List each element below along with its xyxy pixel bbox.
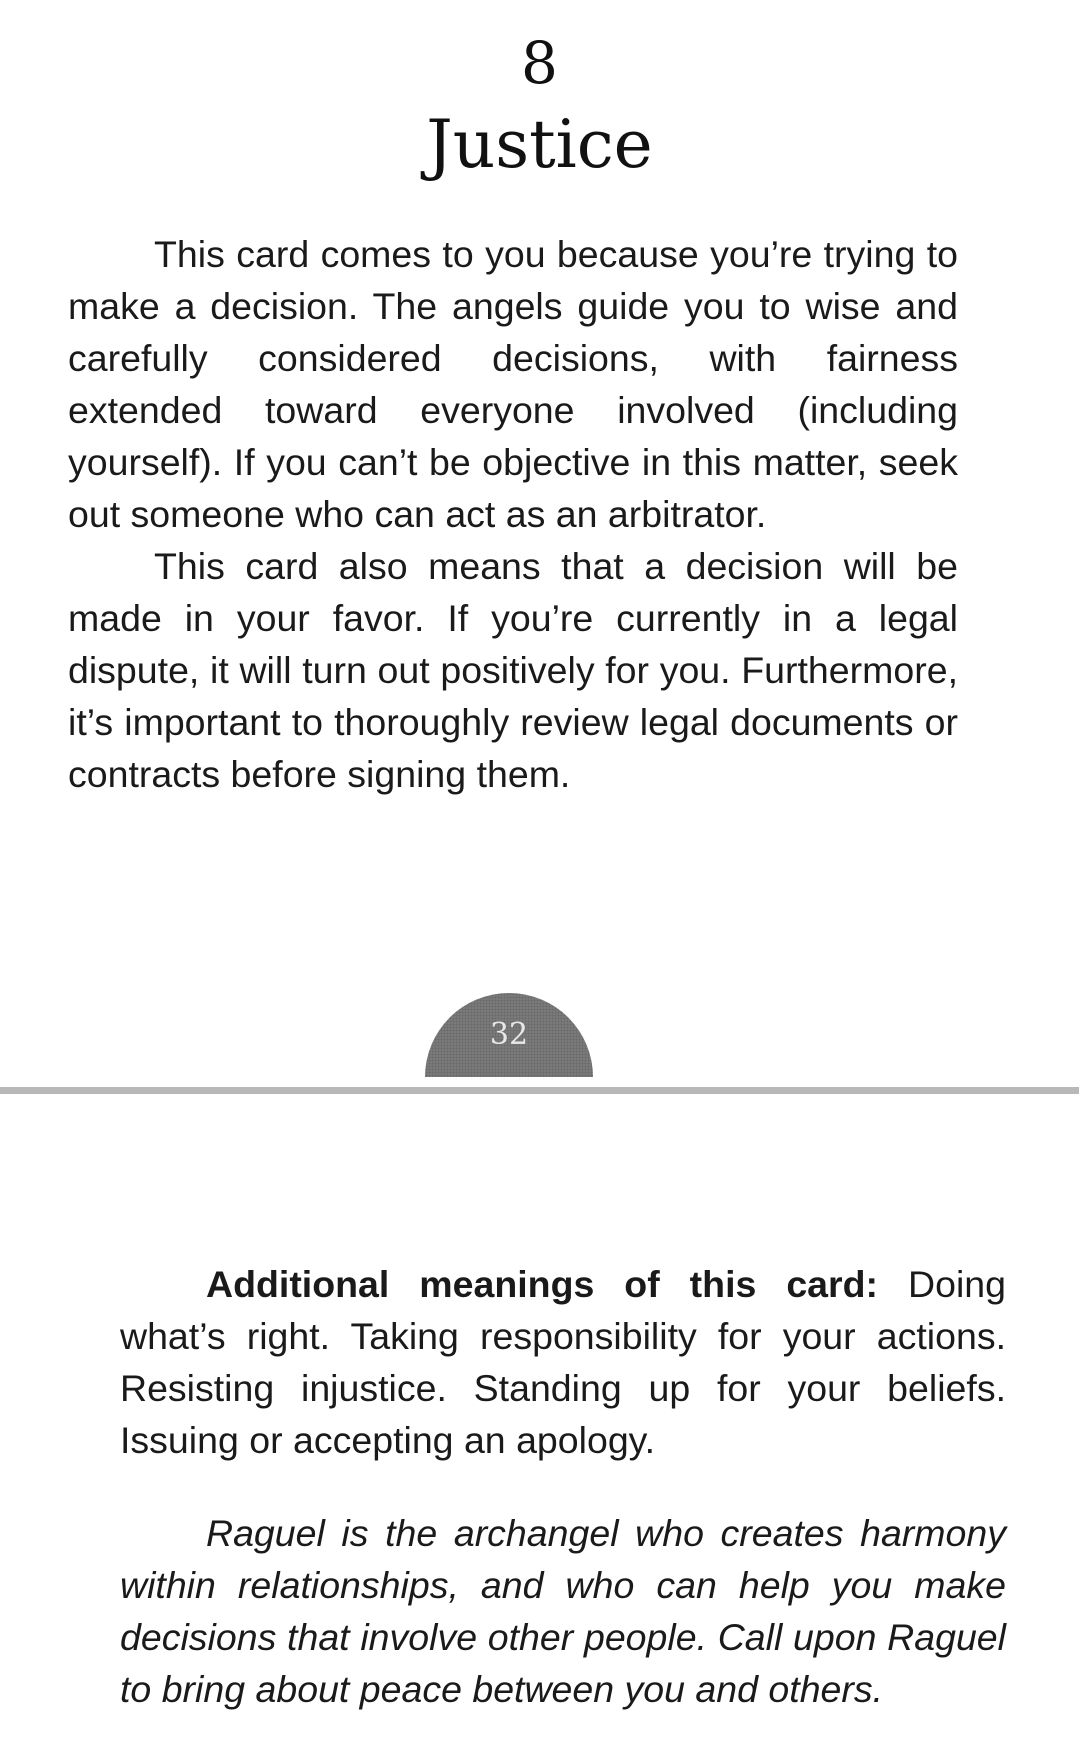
- page-number: 32: [489, 1017, 529, 1052]
- archangel-note: [120, 1507, 1006, 1715]
- bottom-page: [0, 1096, 1079, 1759]
- additional-meanings-paragraph: [120, 1258, 1006, 1466]
- description-paragraph-2: This card also means that a decision will be made in your favor. If you’re currently in a legal dispute, it will turn out positively for you. Furthermore, it’s important to thoroughly review legal documents or contracts before signing them.: [68, 545, 958, 795]
- card-number: 8: [521, 29, 558, 97]
- card-description: [68, 228, 958, 800]
- card-title: Justice: [426, 106, 653, 183]
- additional-meanings: [120, 1258, 1006, 1466]
- page-number-tab: [425, 993, 593, 1077]
- description-paragraph-1: This card comes to you because you’re trying to make a decision. The angels guide you to wise and carefully considered decisions, with fairness extended toward everyone involved (including yourself). If you can’t be objective in this matter, seek out someone who can act as an arbitrator.: [68, 233, 958, 535]
- archangel-paragraph: Raguel is the archangel who creates harmony within relationships, and who can help you make decisions that involve other people. Call upon Raguel to bring about peace between you and others.: [120, 1512, 1006, 1710]
- additional-meanings-text: Doing what’s right. Taking responsibility for your actions. Resisting injustice. Standing up for your beliefs. Issuing or accepting an apology.: [120, 1263, 1006, 1461]
- page-divider: [0, 1087, 1079, 1094]
- additional-meanings-label: Additional meanings of this card:: [206, 1263, 879, 1305]
